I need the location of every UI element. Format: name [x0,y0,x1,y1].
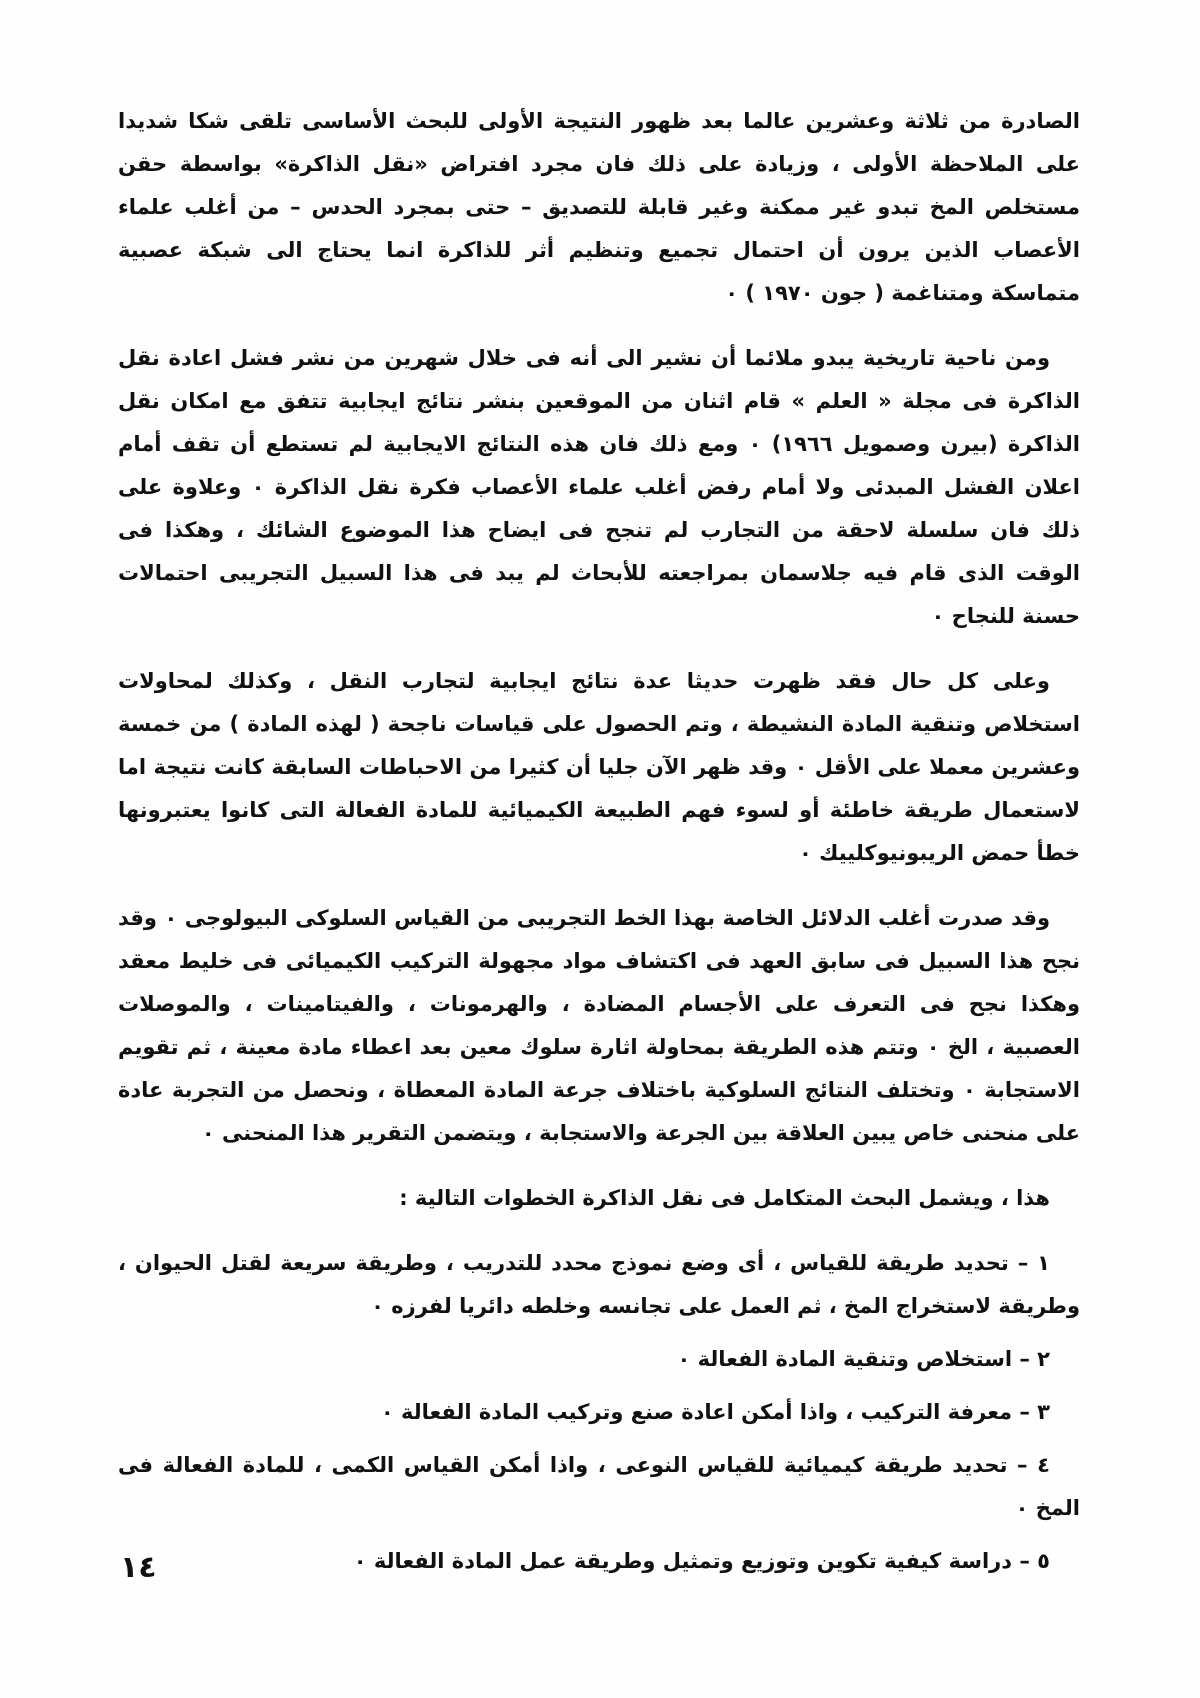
step-5: ٥ – دراسة كيفية تكوين وتوزيع وتمثيل وطريقة عمل المادة الفعالة ٠ [353,1549,1050,1573]
paragraph-4: وقد صدرت أغلب الدلائل الخاصة بهذا الخط التجريبى من القياس السلوكى البيولوجى ٠ وقد نجح هذا السبيل فى سابق العهد فى اكتشاف مواد مجهولة التركيب الكيميائى فى خليط معقد وهكذا نجح فى التعرف على الأجسام المضادة ، والهرمونات ، والفيتامينات ، والموصلات العصبية ، الخ ٠ وتتم هذه الطريقة بمحاولة اثارة سلوك معين بعد اعطاء مادة معينة ، ثم تقويم الاستجابة ٠ وتختلف النتائج السلوكية باختلاف جرعة المادة المعطاة ، ونحصل من التجربة عادة على منحنى خاص يبين العلاقة بين الجرعة والاستجابة ، ويتضمن التقرير هذا المنحنى ٠ [118,906,1081,1145]
page-number: ١٤ [120,1550,157,1585]
step-1: ١ – تحديد طريقة للقياس ، أى وضع نموذج محدد للتدريب ، وطريقة سريعة لقتل الحيوان ، وطريقة لاستخراج المخ ، ثم العمل على تجانسه وخلطه دائريا لفرزه ٠ [118,1251,1080,1318]
step-2: ٢ – استخلاص وتنقية المادة الفعالة ٠ [677,1347,1050,1371]
paragraph-1: الصادرة من ثلاثة وعشرين عالما بعد ظهور النتيجة الأولى للبحث الأساسى تلقى شكا شديدا على الملاحظة الأولى ، وزيادة على ذلك فان مجرد افتراض «نقل الذاكرة» بواسطة حقن مستخلص المخ تبدو غير ممكنة وغير قابلة للتصديق – حتى بمجرد الحدس – من أغلب علماء الأعصاب الذين يرون أن احتمال تجميع وتنظيم أثر للذاكرة انما يحتاج الى شبكة عصبية متماسكة ومتناغمة ( جون ١٩٧٠ ) ٠ [118,109,1080,305]
paragraph-5: هذا ، ويشمل البحث المتكامل فى نقل الذاكرة الخطوات التالية : [399,1186,1050,1210]
step-4: ٤ – تحديد طريقة كيميائية للقياس النوعى ، واذا أمكن القياس الكمى ، للمادة الفعالة فى المخ ٠ [118,1453,1080,1520]
paragraph-2: ومن ناحية تاريخية يبدو ملائما أن نشير الى أنه فى خلال شهرين من نشر فشل اعادة نقل الذاكرة فى مجلة « العلم » قام اثنان من الموقعين بنشر نتائج ايجابية تتفق مع امكان نقل الذاكرة (بيرن وصمويل ١٩٦٦) ٠ ومع ذلك فان هذه النتائج الايجابية لم تستطع أن تقف أمام اعلان الفشل المبدئى ولا أمام رفض أغلب علماء الأعصاب فكرة نقل الذاكرة ٠ وعلاوة على ذلك فان سلسلة لاحقة من التجارب لم تنجح فى ايضاح هذا الموضوع الشائك ، وهكذا فى الوقت الذى قام فيه جلاسمان بمراجعته للأبحاث لم يبد فى هذا السبيل التجريبى احتمالات حسنة للنجاح ٠ [118,346,1080,628]
body-text [118,100,1080,1593]
steps-list [118,1242,1080,1583]
paragraph-3: وعلى كل حال فقد ظهرت حديثا عدة نتائج ايجابية لتجارب النقل ، وكذلك لمحاولات استخلاص وتنقية المادة النشيطة ، وتم الحصول على قياسات ناجحة ( لهذه المادة ) من خمسة وعشرين معملا على الأقل ٠ وقد ظهر الآن جليا أن كثيرا من الاحباطات السابقة كانت نتيجة اما لاستعمال طريقة خاطئة أو لسوء فهم الطبيعة الكيميائية للمادة الفعالة التى كانوا يعتبرونها خطأ حمض الريبونيوكلييك ٠ [118,669,1081,865]
step-3: ٣ – معرفة التركيب ، واذا أمكن اعادة صنع وتركيب المادة الفعالة ٠ [380,1400,1050,1424]
